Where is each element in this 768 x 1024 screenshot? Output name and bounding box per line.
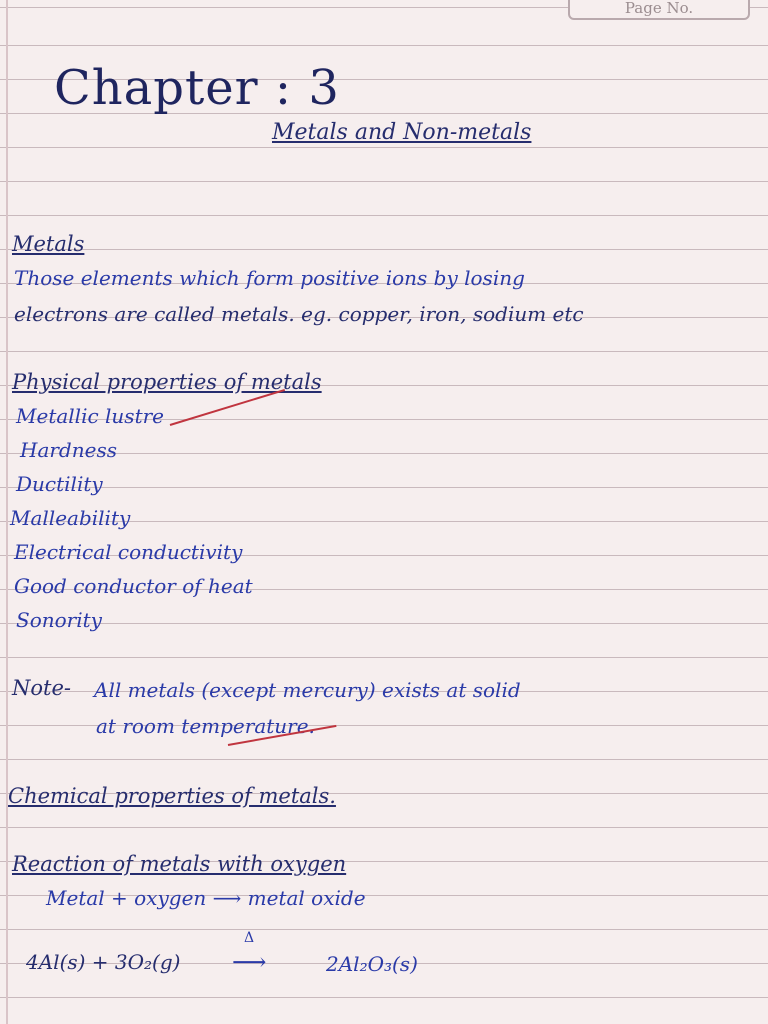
metals-definition-line1: Those elements which form positive ions by losing xyxy=(14,266,525,290)
physical-item: Metallic lustre xyxy=(16,404,164,428)
physical-item: Hardness xyxy=(20,438,117,462)
physical-item: Ductility xyxy=(16,472,103,496)
margin-line xyxy=(6,0,8,1024)
page-number-label: Page No. xyxy=(624,0,694,17)
physical-item: Sonority xyxy=(16,608,102,632)
physical-item: Malleability xyxy=(10,506,131,530)
metals-heading: Metals xyxy=(12,232,85,256)
note-line2: at room temperature. xyxy=(96,714,315,738)
equation-right: 2Al₂O₃(s) xyxy=(326,952,418,976)
equation-left: 4Al(s) + 3O₂(g) xyxy=(26,950,181,974)
physical-properties-heading: Physical properties of metals xyxy=(12,370,322,394)
chapter-title: Chapter : 3 xyxy=(54,60,340,116)
word-equation: Metal + oxygen ⟶ metal oxide xyxy=(46,886,366,910)
metals-definition-line2: electrons are called metals. eg. copper, iron, sodium etc xyxy=(14,302,584,326)
equation-condition: Δ xyxy=(244,930,255,946)
chemical-properties-heading: Chemical properties of metals. xyxy=(8,784,336,808)
page-number-box xyxy=(568,0,750,20)
note-label: Note- xyxy=(12,676,71,700)
equation-arrow: ⟶ xyxy=(232,948,267,976)
note-line1: All metals (except mercury) exists at solid xyxy=(94,678,521,702)
physical-item: Electrical conductivity xyxy=(14,540,243,564)
red-check-mark xyxy=(170,389,285,426)
chapter-subtitle: Metals and Non-metals xyxy=(272,120,532,145)
physical-item: Good conductor of heat xyxy=(14,574,253,598)
reaction-heading: Reaction of metals with oxygen xyxy=(12,852,347,876)
